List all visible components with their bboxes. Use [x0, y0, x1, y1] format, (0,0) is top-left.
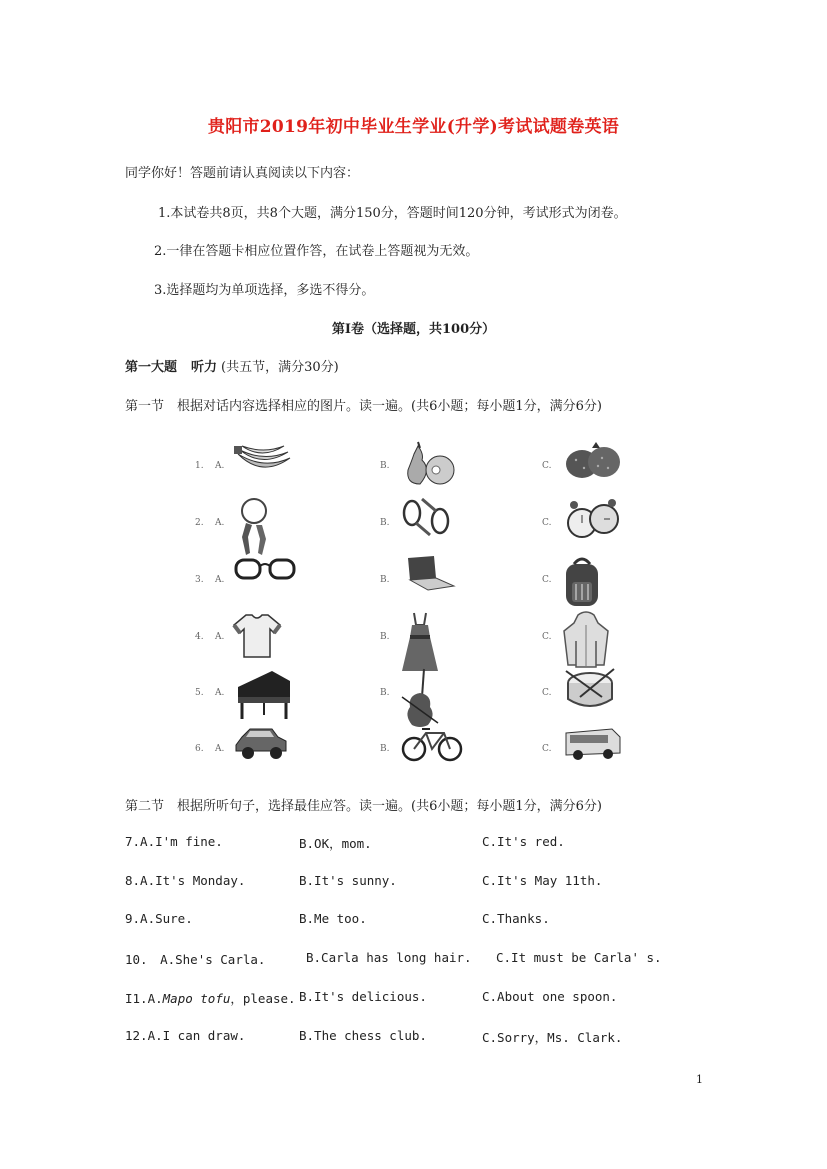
option-a-label: A. — [215, 632, 225, 642]
option-a-label: A. — [215, 518, 225, 528]
subsection1-heading: 第一节 根据对话内容选择相应的图片。读一遍。(共6小题；每小题1分，满分6分) — [125, 399, 602, 414]
option-a-label: A. — [215, 575, 225, 585]
q12-b: B.The chess club. — [299, 1028, 427, 1043]
banana-icon — [232, 440, 294, 484]
picture-question-number: 2. — [195, 518, 204, 528]
instruction-1: 1.本试卷共8页，共8个大题，满分150分，答题时间120分钟，考试形式为闭卷。 — [158, 206, 627, 221]
q11-a-prefix: I1.A. — [125, 991, 163, 1006]
drum-icon — [562, 667, 618, 717]
picture-question-number: 3. — [195, 575, 204, 585]
picture-question-number: 1. — [195, 461, 204, 471]
q11-a-suffix: ，please. — [230, 991, 296, 1006]
greeting: 同学你好！答题前请认真阅读以下内容： — [125, 166, 360, 181]
option-a-label: A. — [215, 688, 225, 698]
bicycle-icon — [400, 723, 464, 767]
option-b-label: B. — [380, 688, 390, 698]
q9-b: B.Me too. — [299, 911, 367, 926]
q9-a: 9.A.Sure. — [125, 911, 193, 926]
page-title: 贵阳市2019年初中毕业生学业(升学)考试试题卷英语 — [207, 117, 620, 137]
q10-c: C.It must be Carla' s. — [496, 950, 662, 965]
pear-icon — [400, 440, 460, 492]
picture-question-number: 4. — [195, 632, 204, 642]
q8-a: 8.A.It's Monday. — [125, 873, 246, 888]
option-a-label: A. — [215, 461, 225, 471]
picture-question-number: 6. — [195, 744, 204, 754]
tshirt-icon — [232, 611, 282, 663]
laptop-icon — [400, 554, 456, 598]
option-b-label: B. — [380, 518, 390, 528]
option-c-label: C. — [542, 461, 552, 471]
option-b-label: B. — [380, 632, 390, 642]
option-c-label: C. — [542, 575, 552, 585]
q8-c: C.It's May 11th. — [482, 873, 603, 888]
section1-title: 第一大题 — [125, 360, 178, 375]
q10-b: B.Carla has long hair. — [306, 950, 472, 965]
section1-desc: (共五节，满分30分) — [221, 360, 339, 375]
page-number: 1 — [696, 1073, 703, 1086]
piano-icon — [232, 667, 296, 725]
glasses-icon — [232, 554, 298, 588]
q8-b: B.It's sunny. — [299, 873, 397, 888]
bus-icon — [562, 723, 622, 767]
scissors-icon — [400, 497, 452, 541]
option-c-label: C. — [542, 518, 552, 528]
section1-heading — [125, 356, 339, 375]
option-c-label: C. — [542, 688, 552, 698]
option-b-label: B. — [380, 744, 390, 754]
q9-c: C.Thanks. — [482, 911, 550, 926]
section1-name: 听力 — [191, 360, 218, 375]
q11-c: C.About one spoon. — [482, 989, 618, 1004]
q12-c: C.Sorry，Ms. Clark. — [482, 1030, 623, 1045]
subsection2-heading: 第二节 根据所听句子，选择最佳应答。读一遍。(共6小题；每小题1分，满分6分) — [125, 799, 602, 814]
q11-a — [125, 989, 296, 1007]
q11-a-dish: Mapo tofu — [162, 991, 231, 1006]
instruction-3: 3.选择题均为单项选择，多选不得分。 — [154, 283, 375, 298]
backpack-icon — [562, 554, 602, 612]
q7-a: 7.A.I'm fine. — [125, 834, 223, 849]
q10-a: 10. A.She's Carla. — [125, 952, 266, 967]
option-c-label: C. — [542, 744, 552, 754]
picture-question-number: 5. — [195, 688, 204, 698]
q7-b: B.OK，mom. — [299, 836, 372, 851]
q12-a: 12.A.I can draw. — [125, 1028, 246, 1043]
option-b-label: B. — [380, 575, 390, 585]
hoodie-icon — [562, 611, 610, 673]
instruction-2: 2.一律在答题卡相应位置作答，在试卷上答题视为无效。 — [154, 244, 479, 259]
alarm-clock-icon — [562, 497, 622, 547]
q11-b: B.It's delicious. — [299, 989, 427, 1004]
q7-c: C.It's red. — [482, 834, 565, 849]
option-b-label: B. — [380, 461, 390, 471]
strawberry-icon — [562, 440, 624, 486]
part1-heading: 第Ⅰ卷（选择题，共100分） — [331, 322, 496, 337]
option-a-label: A. — [215, 744, 225, 754]
car-icon — [232, 723, 290, 765]
option-c-label: C. — [542, 632, 552, 642]
